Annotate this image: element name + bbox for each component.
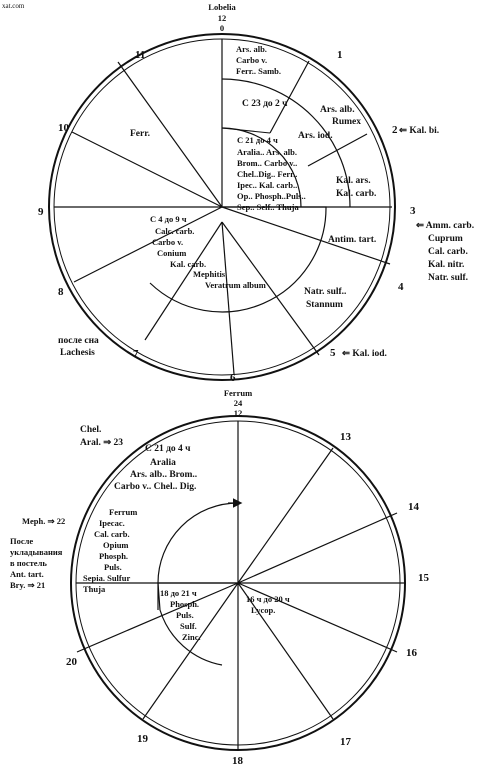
svg-text:Phosph.: Phosph. (170, 599, 200, 609)
clock1-hour-10: 10 (58, 122, 69, 134)
clock2-aralia-list (114, 458, 197, 492)
svg-text:Cuprum: Cuprum (428, 234, 463, 244)
svg-text:Carbo v.. Chel.. Dig.: Carbo v.. Chel.. Dig. (114, 482, 197, 492)
svg-text:Sepia. Sulfur: Sepia. Sulfur (83, 573, 131, 583)
clock2-c18-list (170, 599, 201, 642)
svg-text:Lachesis: Lachesis (60, 348, 95, 358)
svg-text:Stannum: Stannum (306, 300, 343, 310)
clock1-c23-label: С 23 до 2 ч (242, 99, 288, 109)
clock-1 (38, 2, 474, 384)
clock2-hour-19: 19 (137, 733, 148, 745)
clock2-bed-note (10, 536, 63, 590)
svg-text:После: После (10, 536, 34, 546)
watermark: xat.com (2, 2, 25, 10)
clock2-hour-15: 15 (418, 572, 429, 584)
svg-text:после сна: после сна (58, 336, 99, 346)
svg-text:Cal. carb.: Cal. carb. (94, 529, 130, 539)
clock1-mid-list (237, 147, 306, 212)
svg-text:Kal. carb.: Kal. carb. (336, 189, 377, 199)
svg-text:Chel.: Chel. (80, 425, 102, 435)
svg-text:Kal. ars.: Kal. ars. (336, 176, 371, 186)
clock1-hour-7: 7 (133, 348, 139, 360)
svg-text:Calc. carb.: Calc. carb. (155, 226, 195, 236)
clock1-ars-samb-list (236, 44, 281, 76)
clock1-after-sleep (58, 336, 99, 358)
clock2-lycop: Lycop. (251, 605, 276, 615)
svg-text:Rumex: Rumex (332, 117, 362, 127)
clock1-c21-label: С 21 до 4 ч (237, 135, 278, 145)
svg-text:Kal. carb.: Kal. carb. (170, 259, 207, 269)
clock1-hour-3: 3 (410, 205, 416, 217)
clock2-top-title: Ferrum (223, 388, 253, 398)
clock2-c16-label: 16 ч до 20 ч (246, 594, 290, 604)
svg-text:Op.. Phosph..Puls..: Op.. Phosph..Puls.. (237, 191, 306, 201)
clock1-ars-rumex (320, 105, 361, 127)
clock1-hour-2: 2 (392, 124, 398, 136)
svg-text:Mephitis: Mephitis (193, 269, 226, 279)
svg-text:Sep.. Self.. Thuja: Sep.. Self.. Thuja (237, 202, 299, 212)
clock1-hour-1: 1 (337, 49, 343, 61)
svg-text:Ipecac.: Ipecac. (99, 518, 125, 528)
clock1-hour-6: 6 (230, 372, 236, 384)
svg-text:Ant. tart.: Ant. tart. (10, 569, 44, 579)
clock1-kal-iod: ⇐ Kal. iod. (342, 349, 387, 359)
clock2-hour-13: 13 (340, 431, 351, 443)
svg-text:Conium: Conium (157, 248, 187, 258)
clock1-top-title: Lobelia (208, 2, 236, 12)
svg-text:Ferr.. Samb.: Ferr.. Samb. (236, 66, 282, 76)
svg-text:Zinc.: Zinc. (182, 632, 201, 642)
clock1-hour-9: 9 (38, 206, 44, 218)
clock1-c4-label: С 4 до 9 ч (150, 214, 187, 224)
clock1-hour-8: 8 (58, 286, 64, 298)
clock1-antim: Antim. tart. (328, 235, 377, 245)
clock1-hour-5: 5 (330, 347, 336, 359)
clock1-ferr: Ferr. (130, 129, 150, 139)
svg-text:Ars. alb.: Ars. alb. (236, 44, 267, 54)
svg-text:Natr. sulf..: Natr. sulf.. (304, 287, 347, 297)
svg-text:Puls.: Puls. (104, 562, 122, 572)
svg-text:Aralia.. Ars. alb.: Aralia.. Ars. alb. (237, 147, 297, 157)
clock2-hour-16: 16 (406, 647, 417, 659)
clock2-c21-label: С 21 до 4 ч (145, 444, 191, 454)
svg-text:Carbo v.: Carbo v. (236, 55, 268, 65)
clock2-hour-12: 12 (233, 408, 243, 418)
svg-text:⇐ Amm. carb.: ⇐ Amm. carb. (416, 221, 475, 231)
svg-text:Aralia: Aralia (150, 458, 176, 468)
svg-text:укладывания: укладывания (10, 547, 63, 557)
clock1-hour-12: 12 (217, 13, 227, 23)
svg-text:Phosph.: Phosph. (99, 551, 129, 561)
svg-text:Puls.: Puls. (176, 610, 194, 620)
svg-text:Chel..Dig.. Ferr..: Chel..Dig.. Ferr.. (237, 169, 298, 179)
svg-text:Ars. alb.. Brom..: Ars. alb.. Brom.. (130, 470, 198, 480)
svg-text:Bry. ⇒ 21: Bry. ⇒ 21 (10, 580, 46, 590)
svg-text:Natr. sulf.: Natr. sulf. (428, 273, 469, 283)
clock2-hour-20: 20 (66, 656, 77, 668)
clock2-c18-label: 18 до 21 ч (160, 588, 197, 598)
clock-2 (10, 388, 430, 767)
clock1-ars-iod: Ars. iod. (298, 131, 333, 141)
svg-text:Thuja: Thuja (83, 584, 106, 594)
svg-text:Kal. nitr.: Kal. nitr. (428, 260, 465, 270)
svg-text:Carbo v.: Carbo v. (152, 237, 184, 247)
clock2-ferrum-list (83, 507, 137, 594)
clock2-hour-17: 17 (340, 736, 351, 748)
svg-text:Ipec.. Kal. carb..: Ipec.. Kal. carb.. (237, 180, 298, 190)
svg-text:в постель: в постель (10, 558, 47, 568)
svg-text:Aral. ⇒ 23: Aral. ⇒ 23 (80, 438, 124, 448)
clock2-chel-aral (80, 425, 123, 448)
clock1-kal-bi: ⇐ Kal. bi. (399, 126, 440, 136)
svg-text:Cal. carb.: Cal. carb. (428, 247, 468, 257)
svg-text:Sulf.: Sulf. (180, 621, 197, 631)
clock1-hour-4: 4 (398, 281, 404, 293)
clock1-hour-0: 0 (219, 23, 225, 33)
clock2-meph: Meph. ⇒ 22 (22, 516, 66, 526)
svg-text:Opium: Opium (103, 540, 129, 550)
clock1-right-list (416, 221, 474, 283)
clock1-kal-ars-carb (336, 176, 376, 199)
clock2-arc-21-4 (158, 503, 238, 583)
clock2-hour-14: 14 (408, 501, 419, 513)
clock2-hour-24: 24 (233, 398, 243, 408)
clock1-veratrum: Veratrum album (205, 280, 266, 290)
clock2-hour-18: 18 (232, 755, 243, 767)
svg-text:Brom.. Carbo v..: Brom.. Carbo v.. (237, 158, 298, 168)
clock1-hour-11: 11 (135, 49, 146, 61)
svg-text:Ars. alb.: Ars. alb. (320, 105, 355, 115)
svg-text:Ferrum: Ferrum (109, 507, 138, 517)
clock1-natr-sulf (304, 287, 346, 310)
